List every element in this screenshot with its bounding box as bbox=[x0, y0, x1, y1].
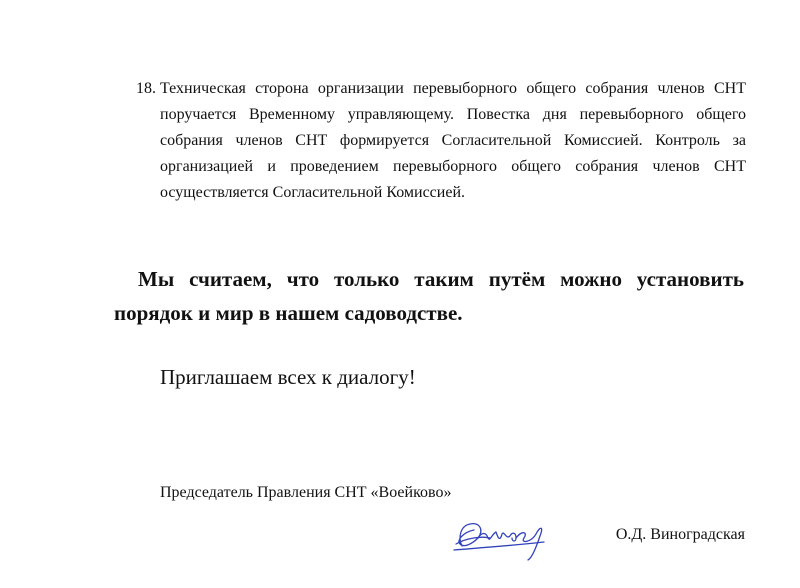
signer-name: О.Д. Виноградская bbox=[615, 526, 745, 543]
item-number: 18. bbox=[136, 80, 156, 97]
bold-statement: Мы считаем, что только таким путём можно установить порядок и мир в нашем садоводстве. bbox=[114, 267, 744, 325]
item-text: Техническая сторона организации перевыборного общего собрания членов СНТ поручается Временному управляющему. Повестка дня перевыборного общего собрания членов СНТ формируется Согласительной Комиссией. Контроль за организацией и проведением перевыборного общего собрания членов СНТ осуществляется Согласительной Комиссией. bbox=[160, 80, 746, 201]
invitation-text: Приглашаем всех к диалогу! bbox=[160, 365, 416, 389]
numbered-item-18 bbox=[136, 76, 746, 206]
handwritten-signature bbox=[448, 514, 560, 564]
chairman-title: Председатель Правления СНТ «Воейково» bbox=[160, 484, 452, 501]
